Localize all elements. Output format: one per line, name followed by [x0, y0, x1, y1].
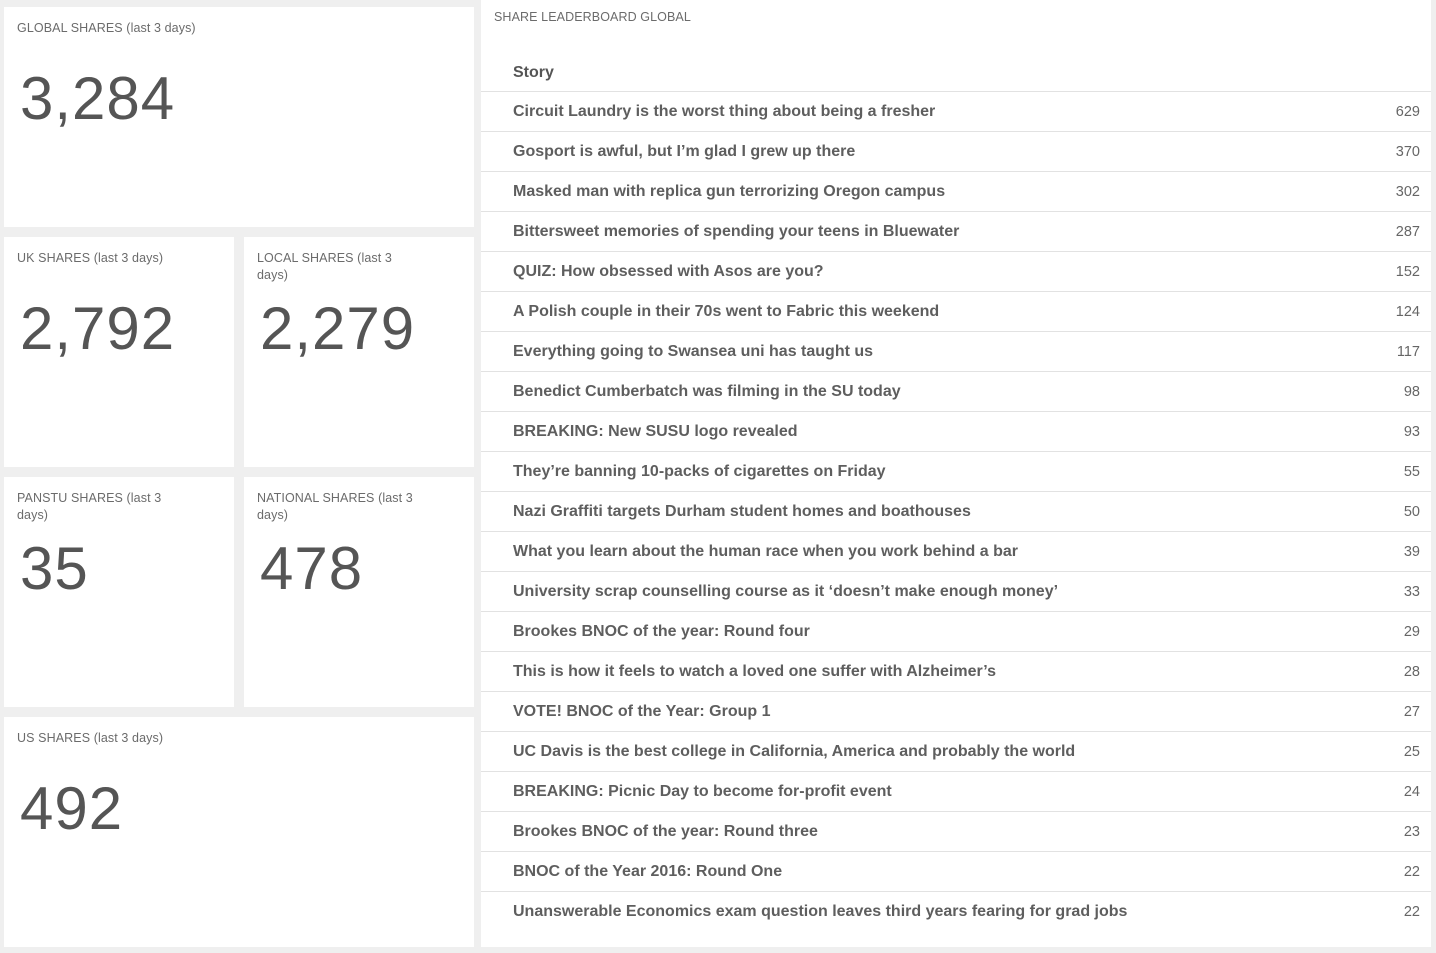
story-title[interactable]: University scrap counselling course as it ‘doesn’t make enough money’: [513, 583, 1059, 600]
story-title[interactable]: UC Davis is the best college in California, America and probably the world: [513, 743, 1076, 760]
global-shares-tile: [4, 7, 474, 227]
story-title[interactable]: Masked man with replica gun terrorizing Oregon campus: [513, 183, 946, 200]
national-shares-value: 478: [260, 535, 364, 602]
uk-shares-label: UK SHARES (last 3 days): [17, 251, 164, 265]
table-row[interactable]: [481, 132, 1431, 172]
uk-shares-value: 2,792: [20, 295, 176, 362]
table-row[interactable]: [481, 572, 1431, 612]
table-row[interactable]: [481, 332, 1431, 372]
story-title[interactable]: VOTE! BNOC of the Year: Group 1: [513, 703, 771, 720]
share-count: 117: [1396, 344, 1420, 360]
global-shares-value: 3,284: [20, 65, 176, 132]
story-title[interactable]: BREAKING: New SUSU logo revealed: [513, 423, 798, 440]
leaderboard-rows: [481, 92, 1431, 932]
share-count: 23: [1403, 824, 1420, 840]
share-count: 629: [1395, 104, 1420, 120]
share-count: 28: [1403, 664, 1420, 680]
share-count: 22: [1403, 864, 1420, 880]
table-row[interactable]: [481, 172, 1431, 212]
table-row[interactable]: [481, 372, 1431, 412]
panstu-shares-label: PANSTU SHARES (last 3 days): [17, 491, 162, 522]
share-count: 302: [1395, 184, 1420, 200]
story-title[interactable]: QUIZ: How obsessed with Asos are you?: [513, 263, 824, 280]
table-row[interactable]: [481, 732, 1431, 772]
story-title[interactable]: Nazi Graffiti targets Durham student homes and boathouses: [513, 503, 971, 520]
table-row[interactable]: [481, 292, 1431, 332]
us-shares-value: 492: [20, 775, 124, 842]
local-shares-value: 2,279: [260, 295, 416, 362]
national-shares-label: NATIONAL SHARES (last 3 days): [257, 491, 413, 522]
share-count: 24: [1403, 784, 1420, 800]
share-count: 93: [1403, 424, 1420, 440]
story-title[interactable]: Brookes BNOC of the year: Round four: [513, 623, 810, 640]
local-shares-tile: [244, 237, 474, 467]
story-title[interactable]: BNOC of the Year 2016: Round One: [513, 863, 783, 880]
share-count: 55: [1403, 464, 1420, 480]
share-count: 22: [1403, 904, 1420, 920]
story-column-header: Story: [513, 64, 554, 81]
story-title[interactable]: A Polish couple in their 70s went to Fabric this weekend: [513, 303, 940, 320]
uk-shares-tile: [4, 237, 234, 467]
table-row[interactable]: [481, 92, 1431, 132]
table-row[interactable]: [481, 412, 1431, 452]
us-shares-label: US SHARES (last 3 days): [17, 731, 164, 745]
share-count: 50: [1403, 504, 1420, 520]
panstu-shares-value: 35: [20, 535, 89, 602]
table-row[interactable]: [481, 652, 1431, 692]
share-count: 27: [1403, 704, 1420, 720]
table-row[interactable]: [481, 772, 1431, 812]
share-count: 152: [1395, 264, 1420, 280]
share-count: 98: [1403, 384, 1420, 400]
table-row[interactable]: [481, 612, 1431, 652]
table-row[interactable]: [481, 892, 1431, 932]
share-count: 29: [1403, 624, 1420, 640]
story-title[interactable]: Gosport is awful, but I’m glad I grew up there: [513, 143, 856, 160]
share-count: 287: [1395, 224, 1420, 240]
story-title[interactable]: BREAKING: Picnic Day to become for-profit event: [513, 783, 892, 800]
share-leaderboard: [481, 0, 1431, 947]
panstu-shares-tile: [4, 477, 234, 707]
story-title[interactable]: What you learn about the human race when you work behind a bar: [513, 543, 1018, 560]
story-title[interactable]: They’re banning 10-packs of cigarettes on Friday: [513, 463, 886, 480]
national-shares-tile: [244, 477, 474, 707]
story-title[interactable]: Circuit Laundry is the worst thing about being a fresher: [513, 103, 936, 120]
global-shares-label: GLOBAL SHARES (last 3 days): [17, 21, 196, 35]
story-title[interactable]: Benedict Cumberbatch was filming in the SU today: [513, 383, 901, 400]
table-row[interactable]: [481, 692, 1431, 732]
share-count: 370: [1395, 144, 1420, 160]
story-title[interactable]: Brookes BNOC of the year: Round three: [513, 823, 818, 840]
story-title[interactable]: Everything going to Swansea uni has taught us: [513, 343, 874, 360]
table-row[interactable]: [481, 532, 1431, 572]
table-row[interactable]: [481, 852, 1431, 892]
share-count: 25: [1403, 744, 1420, 760]
story-title[interactable]: This is how it feels to watch a loved one suffer with Alzheimer’s: [513, 663, 997, 680]
story-title[interactable]: Unanswerable Economics exam question leaves third years fearing for grad jobs: [513, 903, 1128, 920]
us-shares-tile: [4, 717, 474, 947]
share-count: 33: [1403, 584, 1420, 600]
table-row[interactable]: [481, 252, 1431, 292]
share-count: 39: [1403, 544, 1420, 560]
leaderboard-header: [481, 52, 1431, 92]
table-row[interactable]: [481, 812, 1431, 852]
story-title[interactable]: Bittersweet memories of spending your teens in Bluewater: [513, 223, 960, 240]
share-count: 124: [1395, 304, 1420, 320]
table-row[interactable]: [481, 492, 1431, 532]
table-row[interactable]: [481, 212, 1431, 252]
leaderboard-title: SHARE LEADERBOARD GLOBAL: [494, 10, 691, 24]
table-row[interactable]: [481, 452, 1431, 492]
local-shares-label: LOCAL SHARES (last 3 days): [257, 251, 392, 282]
